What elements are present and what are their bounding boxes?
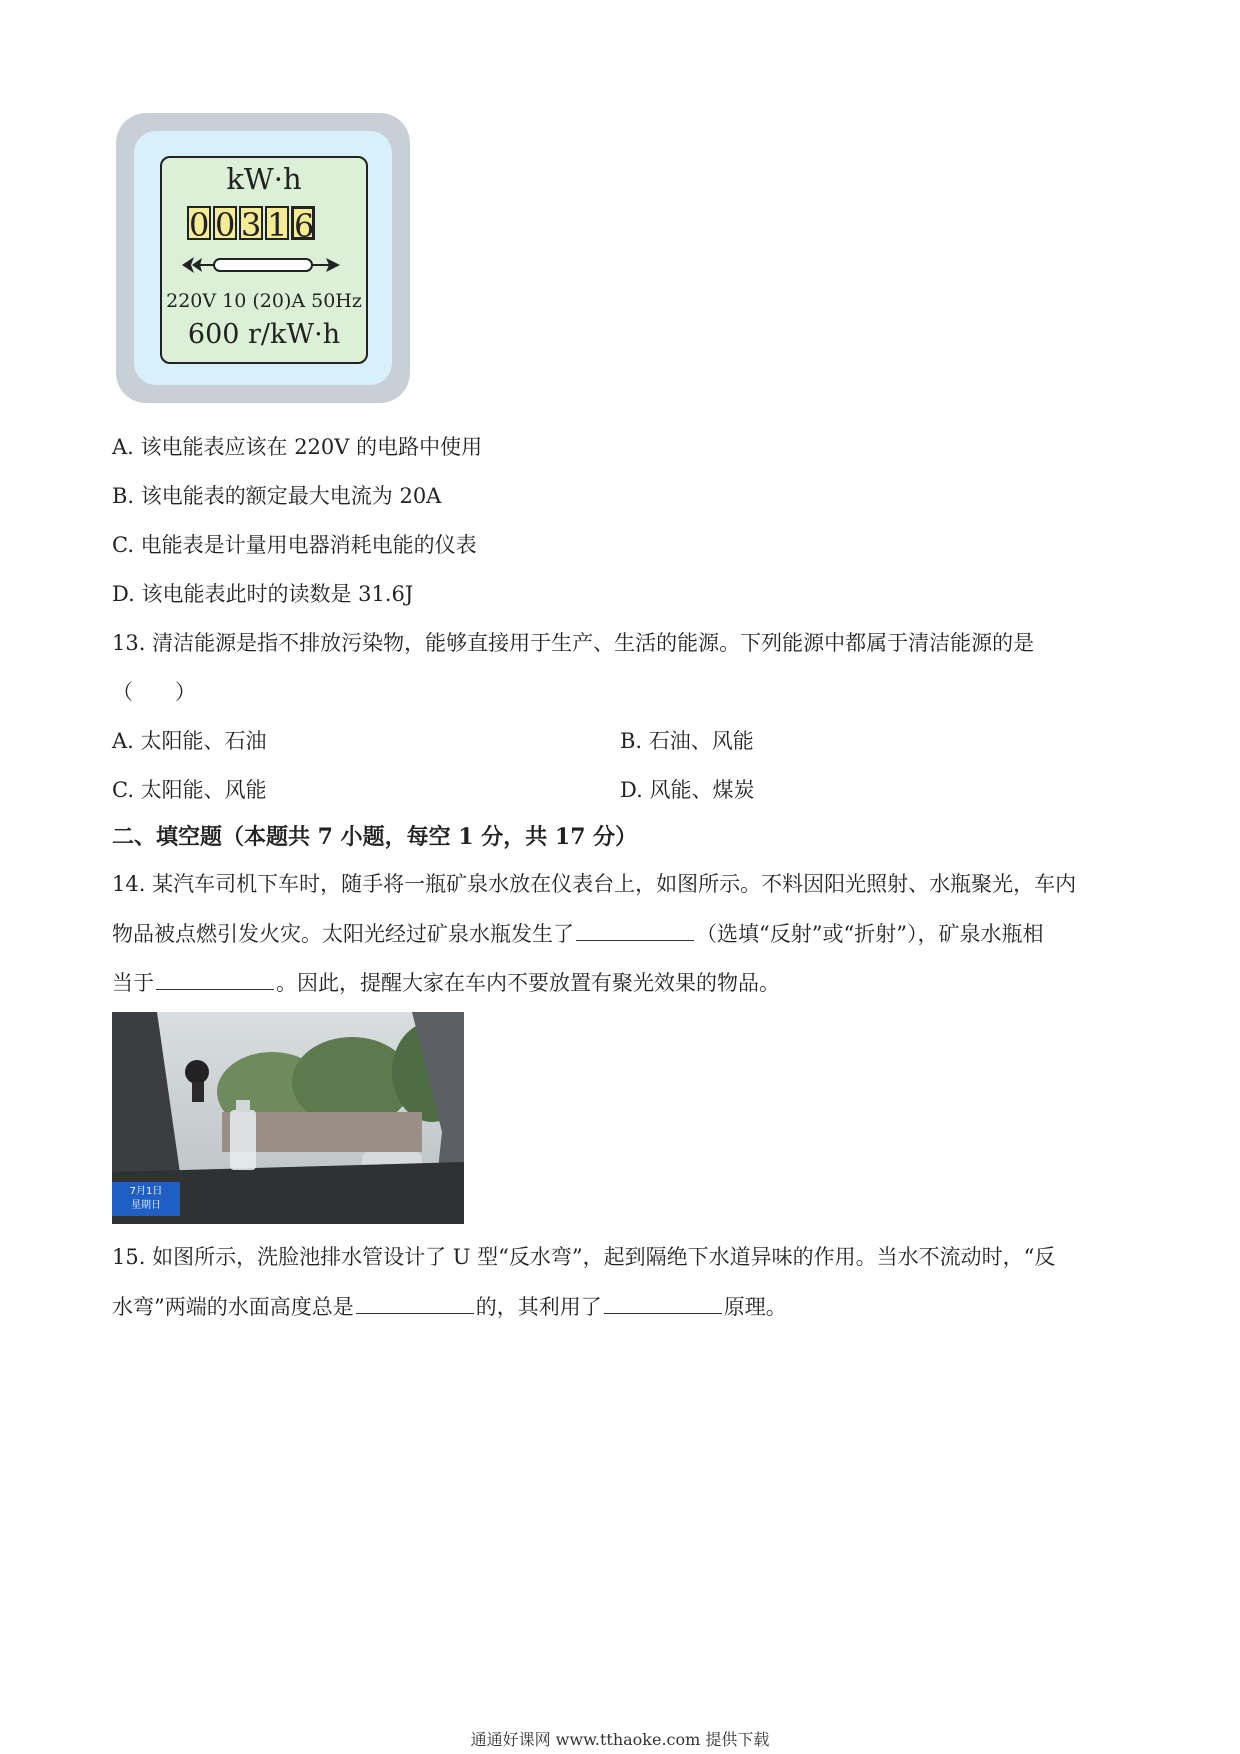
q15-text: 的，其利用了 xyxy=(475,1295,602,1319)
meter-disk-arrow-icon xyxy=(180,252,342,278)
date-badge-weekday: 星期日 xyxy=(131,1200,161,1211)
q14-line-3 xyxy=(112,967,780,998)
q15-text: 水弯”两端的水面高度总是 xyxy=(112,1295,354,1319)
q12-option-d: D. 该电能表此时的读数是 31.6J xyxy=(112,582,414,606)
q15-line-2 xyxy=(112,1291,787,1322)
meter-unit-label: kW·h xyxy=(226,162,302,196)
answer-blank[interactable] xyxy=(576,918,694,941)
car-dashboard-photo xyxy=(112,1012,464,1224)
meter-digit: 0 xyxy=(215,206,236,244)
q13-option-c: C. 太阳能、风能 xyxy=(112,778,267,802)
answer-blank[interactable] xyxy=(356,1291,474,1314)
q14-text: 当于 xyxy=(112,971,154,995)
meter-digit: 0 xyxy=(189,206,210,244)
footer-credit: 通通好课网 www.tthaoke.com 提供下载 xyxy=(470,1730,770,1749)
answer-blank[interactable] xyxy=(604,1291,722,1314)
q14-text: 物品被点燃引发火灾。太阳光经过矿泉水瓶发生了 xyxy=(112,922,574,946)
q12-option-b: B. 该电能表的额定最大电流为 20A xyxy=(112,484,442,508)
q12-option-a: A. 该电能表应该在 220V 的电路中使用 xyxy=(112,435,483,459)
meter-digit-decimal: 6 xyxy=(291,206,315,240)
meter-digit: 3 xyxy=(241,206,262,244)
date-badge xyxy=(112,1182,180,1216)
meter-spec: 220V 10 (20)A 50Hz xyxy=(166,290,362,312)
q14-line-2 xyxy=(112,918,1043,949)
q13-option-d: D. 风能、煤炭 xyxy=(620,778,755,802)
q13-option-a: A. 太阳能、石油 xyxy=(112,729,267,753)
meter-digit: 1 xyxy=(267,206,288,244)
section-heading: 二、填空题（本题共 7 小题，每空 1 分，共 17 分） xyxy=(112,824,638,850)
date-badge-date: 7月1日 xyxy=(129,1186,163,1197)
meter-constant: 600 r/kW·h xyxy=(187,319,341,350)
q13-stem: 13. 清洁能源是指不排放污染物，能够直接用于生产、生活的能源。下列能源中都属于清洁能源的是 xyxy=(112,631,1035,655)
q14-text: 。因此，提醒大家在车内不要放置有聚光效果的物品。 xyxy=(276,971,780,995)
q14-line-1: 14. 某汽车司机下车时，随手将一瓶矿泉水放在仪表台上，如图所示。不料因阳光照射、水瓶聚光，车内 xyxy=(112,872,1077,896)
q14-text: （选填“反射”或“折射”），矿泉水瓶相 xyxy=(696,922,1044,946)
answer-blank[interactable] xyxy=(156,967,274,990)
q13-answer-paren: （ ） xyxy=(112,680,196,704)
q15-line-1: 15. 如图所示，洗脸池排水管设计了 U 型“反水弯”，起到隔绝下水道异味的作用。当水不流动时，“反 xyxy=(112,1245,1056,1269)
q13-option-b: B. 石油、风能 xyxy=(620,729,754,753)
q15-text: 原理。 xyxy=(723,1295,787,1319)
q12-option-c: C. 电能表是计量用电器消耗电能的仪表 xyxy=(112,533,477,557)
